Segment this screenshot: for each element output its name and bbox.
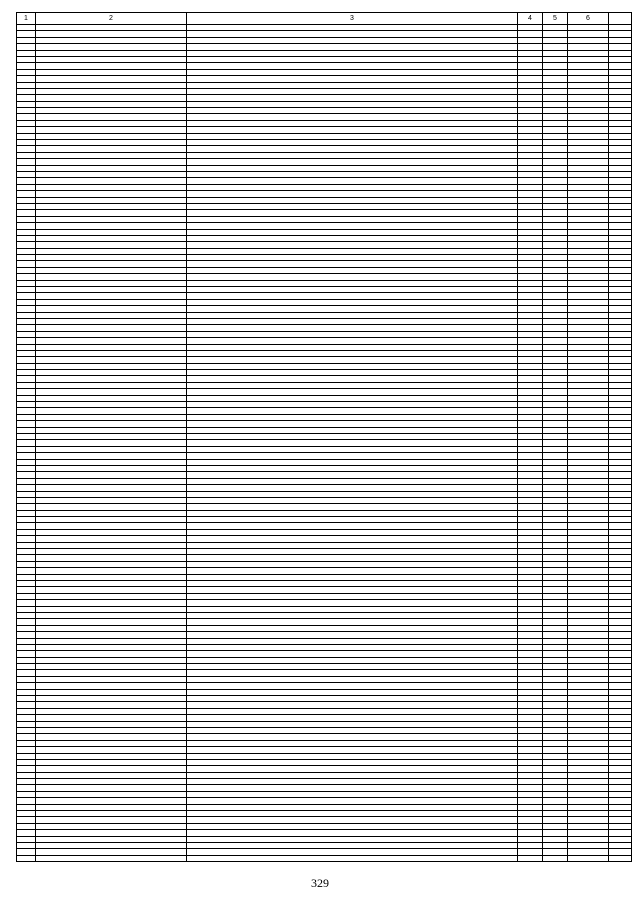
column-header-4: 4 — [518, 13, 543, 25]
table-cell — [36, 855, 187, 861]
register-table — [16, 12, 632, 862]
table-cell — [187, 855, 518, 861]
table-cell — [17, 855, 36, 861]
table-body — [17, 25, 632, 862]
column-header-7 — [609, 13, 632, 25]
table-header-row — [17, 13, 632, 25]
column-header-6: 6 — [568, 13, 609, 25]
table-cell — [543, 855, 568, 861]
table-cell — [609, 855, 632, 861]
table-row — [17, 855, 632, 861]
table-cell — [568, 855, 609, 861]
page-number: 329 — [311, 876, 329, 890]
column-header-2: 2 — [36, 13, 187, 25]
column-header-1: 1 — [17, 13, 36, 25]
column-header-5: 5 — [543, 13, 568, 25]
column-header-3: 3 — [187, 13, 518, 25]
table-cell — [518, 855, 543, 861]
document-page — [16, 12, 624, 862]
